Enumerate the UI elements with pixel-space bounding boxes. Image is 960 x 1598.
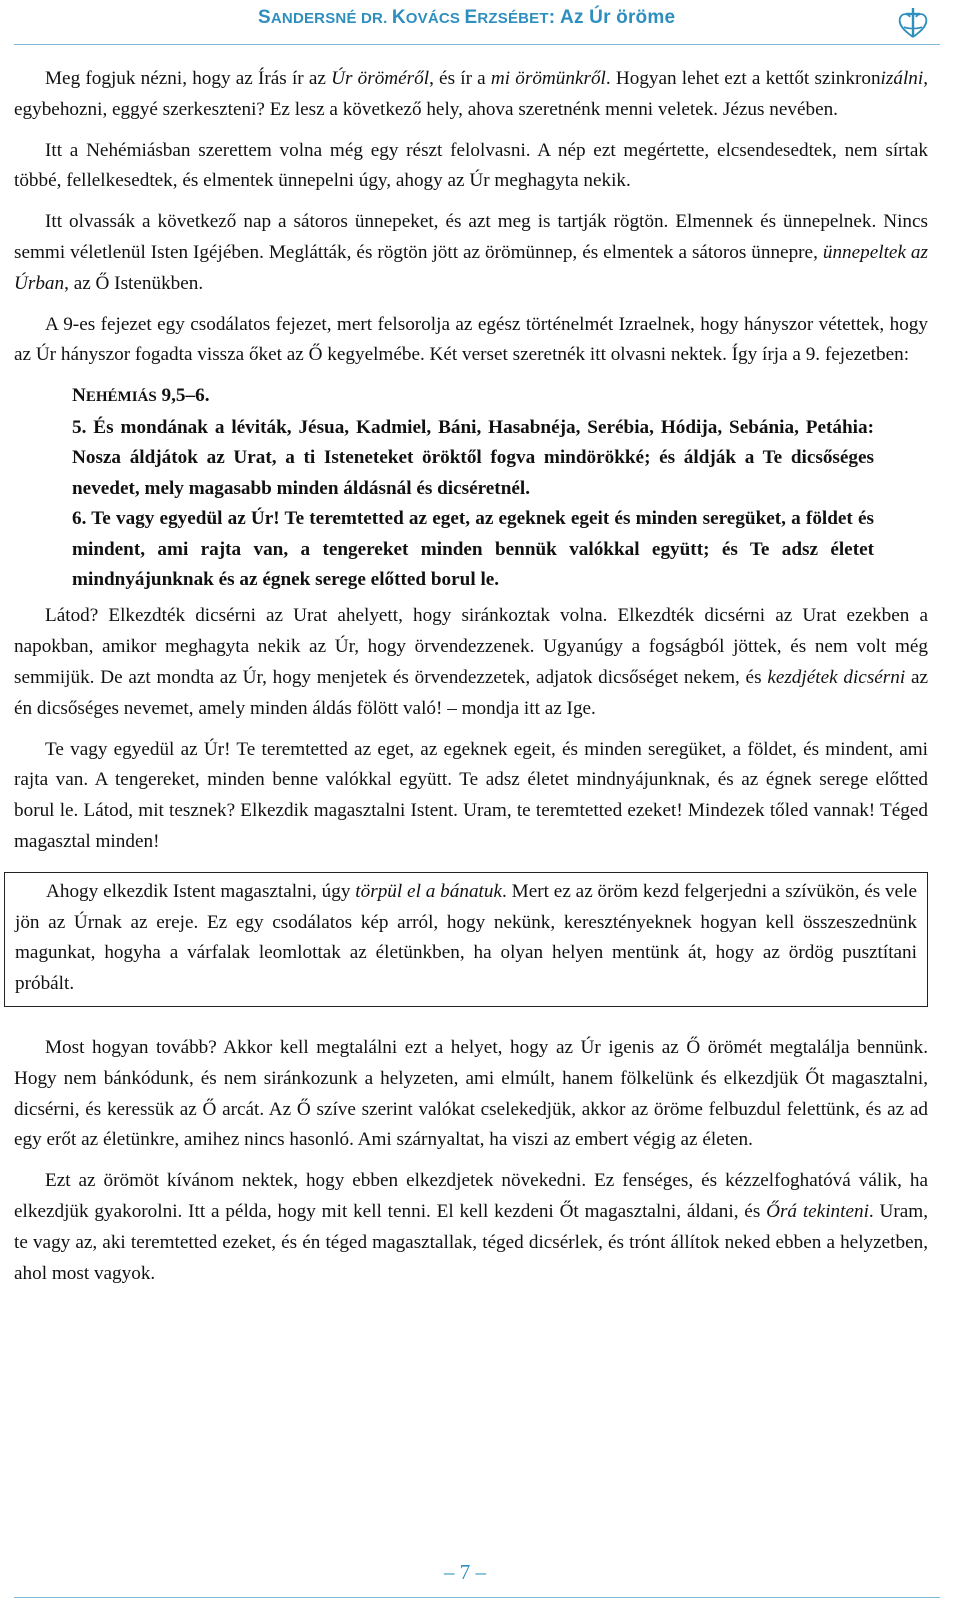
scripture-quote [72,381,874,595]
paragraph: Itt a Nehémiásban szerettem volna még egy részt felolvasni. A nép ezt megértette, elcsendesedtek, nem sírtak többé, fellelkesedtek, és elmentek ünnepelni úgy, ahogy az Úr meghagyta nekik. [14,139,928,192]
author-name-part: ANDERSNÉ DR. [270,10,392,27]
verse-6: 6. Te vagy egyedül az Úr! Te teremtetted az eget, az egeknek egeit és minden seregüket, a földet és mindent, ami rajta van, a tengereket minden bennük valókkal együtt; és Te adsz életet mindnyájunknak és az égnek serege előtted borul le. [72,508,874,590]
cross-heart-logo-icon [893,3,933,43]
emphasis: mi örömünkről [490,68,606,89]
paragraph: Látod? Elkezdték dicsérni az Urat ahelyett, hogy siránkoztak volna. Elkezdték dicsérni az Urat ezekben a napokban, amikor meghagyta nekik az Úr, hogy örvendezzenek. Ugyanúgy a fogságból jöttek, és nem volt még semmijük. De azt mondta az Úr, hogy menjetek és örvendezzetek, adjatok dicsőséget nekem, és kezdjétek dicsérni az én dicsőséges nevemet, amely minden áldás fölött való! – mondja itt az Ige. [14,605,928,719]
header-divider [14,44,940,45]
author-initial: E [464,7,478,28]
emphasis: kezdjétek dicsérni [767,667,906,688]
highlight-box [4,872,928,1007]
author-initial: K [391,7,406,28]
paragraph: Te vagy egyedül az Úr! Te teremtetted az eget, az egeknek egeit, és minden seregüket, a földet, és mindent, ami rajta van. A tengereket, minden benne valókkal együtt. Te adsz életet mindnyájunknak, és az égnek serege előtted borul le. Látod, mit tesznek? Elkezdik magasztalni Istent. Uram, te teremtetted ezeket! Mindezek tőled vannak! Téged magasztal minden! [14,738,928,852]
emphasis: Őrá tekinteni [766,1200,869,1222]
paragraph: Itt olvassák a következő nap a sátoros ünnepeket, és azt meg is tartják rögtön. Elmennek és ünnepelnek. Nincs semmi véletlenül Isten Igéjében. Meglátták, és rögtön jött az örömünnep, és elmentek a sátoros ünnepre, ünnepeltek az Úrban, az Ő Istenükben. [14,211,928,294]
paragraph: Meg fogjuk nézni, hogy az Írás ír az Úr öröméről, és ír a mi örömünkről. Hogyan lehet ezt a kettőt szinkronizálni, egybehozni, eggyé szerkeszteni? Ez lesz a következő hely, ahova szeretnénk menni veletek. Jézus nevében. [14,68,928,120]
author-name-part: RZSÉBET [477,10,549,27]
verse-5: 5. És mondának a léviták, Jésua, Kadmiel, Báni, Hasabnéja, Serébia, Hódija, Sebánia, Petáhia: Nosza áldjátok az Urat, a ti Isteneteket öröktől fogva mindörökké; és áldják a Te dicsőséges nevedet, mely magasabb minden áldásnál és dicséretnél. [72,416,874,499]
paragraph: A 9-es fejezet egy csodálatos fejezet, mert felsorolja az egész történelmét Izraelnek, hogy hányszor vétettek, hogy az Úr hányszor fogadta vissza őket az Ő kegyelmébe. Két verset szeretnék itt olvasni nektek. Így írja a 9. fejezetben: [14,313,928,366]
emphasis: Úr öröméről [331,68,430,89]
author-initial: S [258,7,271,28]
emphasis: ünnepeltek az Úrban [14,241,928,294]
running-header-title [258,7,675,29]
page-number: – 7 – [444,1560,486,1584]
emphasis: törpül el a bánatuk [355,880,503,902]
page-header [0,0,960,44]
paragraph: Most hogyan tovább? Akkor kell megtalálni ezt a helyet, hogy az Úr igenis az Ő örömét megtalálja bennünk. Hogy nem bánkódunk, és nem siránkozunk a helyzeten, ami elmúlt, hanem fölkelünk és elkezdjük Őt magasztalni, dicsérni, és keressük az Ő arcát. Az Ő szíve szerint valókat cselekedjük, akkor az öröme felbuzdul felettünk, és az ad egy erőt az életünkre, amihez nincs hasonló. Ami szárnyaltat, ha viszi az embert végig az életen. [14,1036,928,1151]
page-body [14,64,928,1289]
book-title: : Az Úr öröme [548,7,676,28]
paragraph: Ahogy elkezdik Istent magasztalni, úgy törpül el a bánatuk. Mert ez az öröm kezd felgerjedni a szívükön, és vele jön az Úrnak az ereje. Ez egy csodálatos kép arról, hogy nekünk, keresztényeknek hogyan kell összeszednünk magunkat, hogyha a várfalak leomlottak az életünkben, ha olyan helyen mentünk át, hogy az ördög pusztítani próbált. [15,880,917,995]
author-name-part: OVÁCS [405,10,465,27]
emphasis: izálni [880,68,924,89]
paragraph: Ezt az örömöt kívánom nektek, hogy ebben elkezdjetek növekedni. Ez fenséges, és kézzelfoghatóvá válik, ha elkezdjük gyakorolni. Itt a példa, hogy mit kell tenni. El kell kezdeni Őt magasztalni, áldani, és Őrá tekinteni. Uram, te vagy az, aki teremtetted ezeket, és én téged magasztallak, téged dicsérlek, és trónt állítok neked ebben a helyzetben, ahol most vagyok. [14,1170,929,1284]
scripture-reference: NEHÉMIÁS 9,5–6. [72,385,210,407]
